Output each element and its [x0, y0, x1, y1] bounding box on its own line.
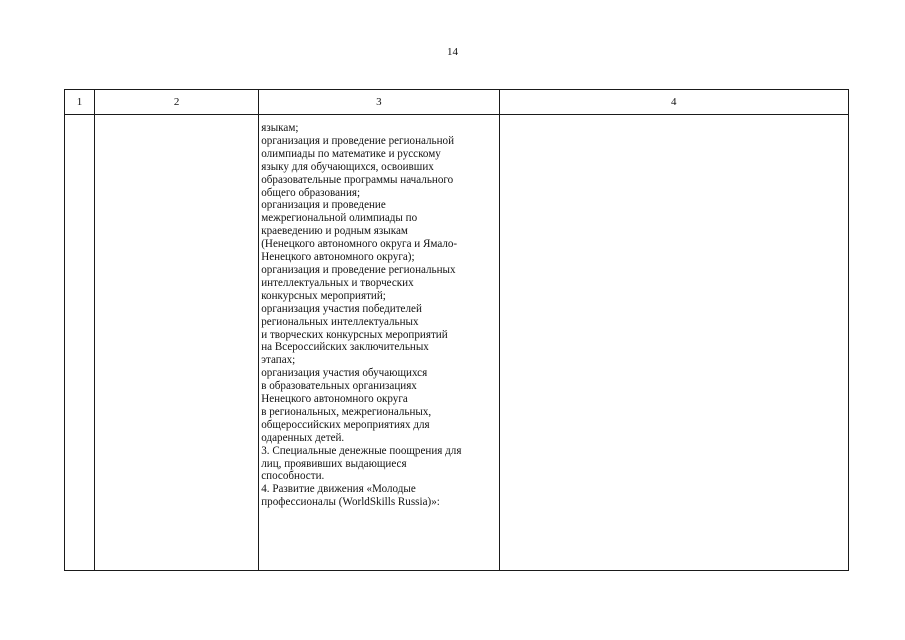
cell-text-line: межрегиональной олимпиады по: [261, 212, 418, 225]
cell-text-line: одаренных детей.: [261, 431, 345, 444]
header-col-3: 3: [259, 90, 499, 115]
cell-text-line: и творческих конкурсных мероприятий: [261, 328, 448, 341]
table-row: [65, 115, 849, 571]
cell-text-line: профессионалы (WorldSkills Russia)»:: [261, 496, 440, 509]
cell-col-3-text: [259, 115, 498, 509]
cell-text-line: общероссийских мероприятиях для: [261, 418, 430, 431]
table-header-row: [65, 90, 849, 115]
cell-text-line: языкам;: [261, 122, 299, 134]
header-col-4: 4: [499, 90, 848, 115]
cell-text-line: в образовательных организациях: [261, 380, 417, 393]
cell-col-1: [65, 115, 95, 571]
page-number: 14: [447, 46, 458, 58]
cell-text-line: в региональных, межрегиональных,: [261, 405, 432, 418]
cell-text-line: 3. Специальные денежные поощрения для: [261, 444, 462, 457]
cell-text-line: образовательные программы начального: [261, 173, 454, 186]
cell-text-line: интеллектуальных и творческих: [261, 276, 414, 289]
cell-text-line: региональных интеллектуальных: [261, 315, 419, 328]
cell-col-2: [95, 115, 259, 571]
cell-text-line: организация участия обучающихся: [261, 367, 428, 380]
cell-text-line: способности.: [261, 470, 325, 483]
cell-text-line: общего образования;: [261, 186, 361, 199]
cell-text-line: олимпиады по математике и русскому: [261, 147, 441, 160]
cell-text-line: 4. Развитие движения «Молодые: [261, 483, 416, 496]
cell-col-3: [259, 115, 499, 571]
cell-col-4: [499, 115, 848, 571]
document-table: [64, 89, 849, 571]
cell-text-line: конкурсных мероприятий;: [261, 289, 386, 302]
header-col-1: 1: [65, 90, 95, 115]
cell-text-line: (Ненецкого автономного округа и Ямало-: [261, 238, 458, 251]
header-col-2: 2: [95, 90, 259, 115]
cell-text-line: этапах;: [261, 354, 296, 367]
cell-text-line: организация и проведение региональных: [261, 263, 456, 276]
cell-text-line: на Всероссийских заключительных: [261, 341, 429, 354]
cell-text-line: Ненецкого автономного округа);: [261, 251, 415, 264]
cell-text-line: краеведению и родным языкам: [261, 225, 408, 238]
cell-text-line: организация и проведение региональной: [261, 134, 455, 147]
cell-text-line: организация и проведение: [261, 199, 386, 212]
cell-text-line: Ненецкого автономного округа: [261, 393, 408, 406]
cell-text-line: организация участия победителей: [261, 302, 422, 315]
cell-text-line: лиц, проявивших выдающиеся: [261, 457, 407, 470]
cell-text-line: языку для обучающихся, освоивших: [261, 160, 434, 173]
